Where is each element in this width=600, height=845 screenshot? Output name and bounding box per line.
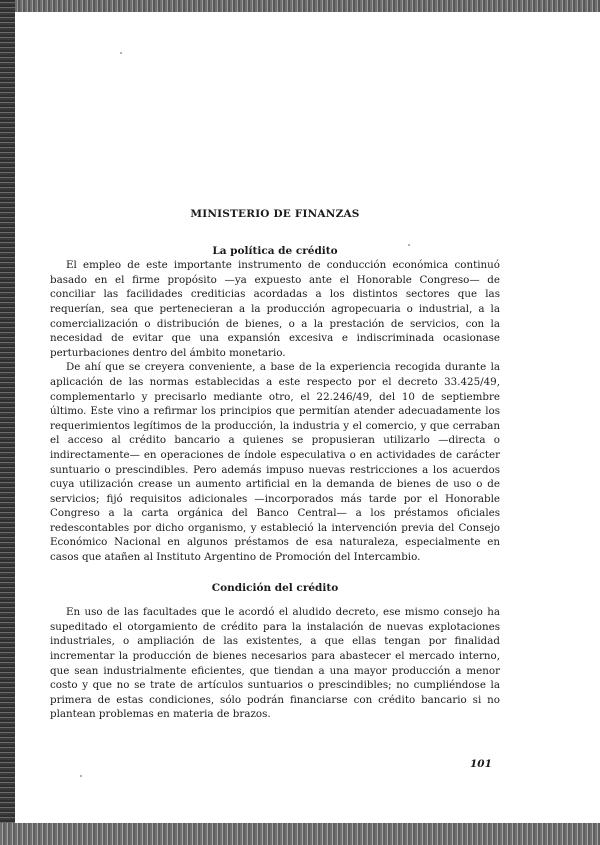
- speck: [120, 52, 122, 54]
- scan-edge-top: [0, 0, 600, 12]
- document-subtitle: La política de crédito: [212, 244, 338, 257]
- page-number: 101: [470, 758, 492, 770]
- speck: [80, 775, 82, 777]
- document-page: [50, 195, 500, 722]
- document-title: MINISTERIO DE FINANZAS: [190, 208, 360, 220]
- paragraph-1: El empleo de este importante instrumento de conducción económica continuó basado en el firme propósito —ya expuesto ante el Honorable Congreso— de conciliar las facilidades crediticias acordadas a los distintos sectores que las requerían, sea que pertenecieran a la producción agropecuaria o industrial, a la comercialización o distribución de bienes, o a la prestación de servicios, con la necesidad de evitar que una expansión excesiva e indiscriminada ocasionase perturbaciones dentro del ámbito monetario.: [50, 259, 500, 359]
- paragraph-2: De ahí que se creyera conveniente, a base de la experiencia recogida durante la aplicación de las normas establecidas a este respecto por el decreto 33.425/49, complementarlo y precisarlo mediante otro, el 22.246/49, del 10 de septiembre último. Este vino a refirmar los principios que permitían atender adecuadamente los requerimientos legítimos de la producción, la industria y el comercio, y que cerraban el acceso al crédito bancario a quienes se propusieran utilizarlo —directa o indirectamente— en operaciones de índole especulativa o en actividades de carácter suntuario o prescindibles. Pero además impuso nuevas restricciones a los acuerdos cuya utilización crease un aumento artificial en la demanda de bienes de uso o de servicios; fijó requisitos adicionales —incorporados más tarde por el Honorable Congreso a la carta orgánica del Banco Central— a los préstamos oficiales redescontables por dicho organismo, y estableció la intervención previa del Consejo Económico Nacional en algunos préstamos de esa naturaleza, especialmente en casos que atañen al Instituto Argentino de Promoción del Intercambio.: [50, 361, 500, 564]
- scan-edge-bottom: [0, 823, 600, 845]
- section-title: Condición del crédito: [211, 581, 339, 594]
- scan-edge-left: [0, 0, 15, 845]
- paragraph-3: En uso de las facultades que le acordó el aludido decreto, ese mismo consejo ha supeditado el otorgamiento de crédito para la instalación de nuevas explotaciones industriales, o ampliación de las existentes, a que ellas tengan por finalidad incrementar la producción de bienes necesarios para abastecer el mercado interno, que sean industrialmente eficientes, que tiendan a una mayor producción a menor costo y que no se trate de artículos suntuarios o prescindibles; no cumpliéndose la primera de estas condiciones, sólo podrán financiarse con crédito bancario si no plantean problemas en materia de brazos.: [50, 606, 500, 721]
